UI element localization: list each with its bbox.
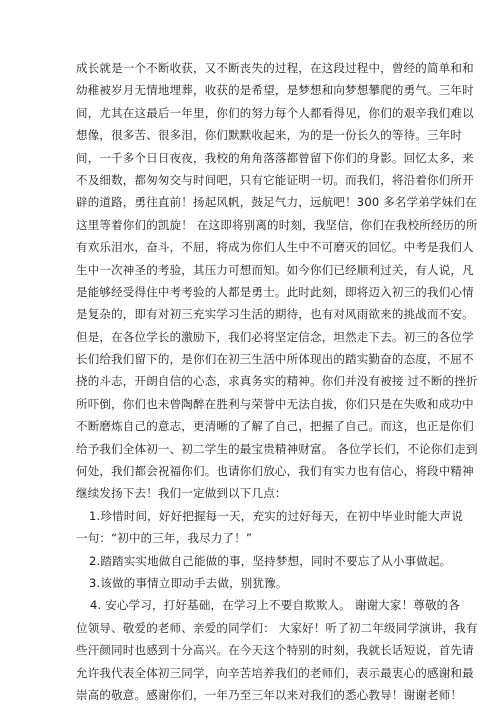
- paragraph-line: 不断磨炼自己的意志，更清晰的了解了自己，把握了自己。而这，也正是你们: [76, 419, 474, 434]
- paragraph-line: 继续发扬下去！我们一定做到以下几点：: [76, 486, 287, 501]
- paragraph-line: 不及细数，都匆匆交与时间吧，只有它能证明一切。而我们，将沿着你们所开: [76, 172, 474, 187]
- paragraph-line: 些汗颜同时也感到十分高兴。在今天这个特别的时刻，我就长话短说，首先请: [76, 643, 474, 658]
- paragraph-line: 给予我们全体初一、初二学生的最宝贵精神财富。 各位学长们，不论你们走到: [76, 441, 478, 456]
- paragraph-line: 何处，我们都会祝福你们。也请你们放心，我们有实力也有信心，将段中精神: [76, 464, 474, 479]
- paragraph-line: 这里等着你们的凯旋！ 在这即将别离的时刻，我坚信，你们在我校所经历的所: [76, 217, 478, 232]
- paragraph-line: 是能够经受得住中考考验的人都是勇士。此时此刻，即将迈入初三的我们心情: [76, 284, 474, 299]
- paragraph-line: 所吓倒，你们也未曾陶醉在胜利与荣誉中无法自拔，你们只是在失败和成功中: [76, 396, 474, 411]
- paragraph-line: 成长就是一个不断收获，又不断丧失的过程，在这段过程中，曾经的简单和和: [76, 61, 474, 75]
- paragraph-line: 允许我代表全体初三同学，向辛苦培养我们的老师们，表示最衷心的感谢和最: [76, 665, 474, 680]
- paragraph-line: 4. 安心学习，打好基础，在学习上不要自欺欺人。 谢谢大家！尊敬的各: [90, 598, 461, 613]
- list-item: 1.珍惜时间，好好把握每一天，充实的过好每天，在初中毕业时能大声说: [89, 508, 464, 523]
- paragraph-line: 是复杂的，即有对初三充实学习生活的期待，也有对风雨欲来的挑战而不安。: [76, 307, 474, 322]
- paragraph-line: 辟的道路，勇往直前！扬起风帆，鼓足气力，远航吧！300 多名学弟学妹们在: [76, 195, 477, 210]
- paragraph-line: 长们给我们留下的，是你们在初三生活中所体现出的踏实勤奋的态度，不屈不: [76, 352, 474, 367]
- list-item: 2.踏踏实实地做自己能做的事，坚持梦想，同时不要忘了从小事做起。: [89, 553, 452, 568]
- paragraph-line: 挠的斗志，开朗自信的心态，求真务实的精神。你们并没有被接 过不断的挫折: [76, 374, 478, 389]
- paragraph-line: 位领导、敬爱的老师、亲爱的同学们： 大家好！听了初二年级同学演讲，我有: [76, 620, 478, 635]
- paragraph-line: 间，一千多个日日夜夜，我校的角角落落都曾留下你们的身影。回忆太多，来: [76, 150, 474, 165]
- paragraph-line: 间，尤其在这最后一年里，你们的努力每个人都看得见，你们的艰辛我们难以: [76, 105, 474, 120]
- paragraph-line: 崇高的敬意。感谢你们，一年乃至三年以来对我们的悉心教导！谢谢老师！: [76, 687, 463, 702]
- paragraph-line: 但是，在各位学长的激励下，我们必将坚定信念，坦然走下去。初三的各位学: [76, 329, 474, 344]
- body-text: [76, 57, 478, 706]
- paragraph-line: 想像，很多苦、很多泪，你们默默收起来，为的是一份长久的等待。三年时: [76, 128, 463, 143]
- paragraph-line: 幼稚被岁月无情地埋葬，收获的是希望，是梦想和向梦想攀爬的勇气。三年时: [76, 83, 474, 98]
- list-item: 3.该做的事情立即动手去做，别犹豫。: [89, 575, 288, 590]
- paragraph-line: 有欢乐泪水，奋斗，不屈，将成为你们人生中不可磨灭的回忆。中考是我们人: [76, 240, 474, 255]
- paragraph-line: 生中一次神圣的考验，其压力可想而知。如今你们已经顺利过关，有人说，凡: [76, 262, 474, 277]
- list-item-continuation: 一句：“初中的三年，我尽力了！”: [76, 531, 253, 546]
